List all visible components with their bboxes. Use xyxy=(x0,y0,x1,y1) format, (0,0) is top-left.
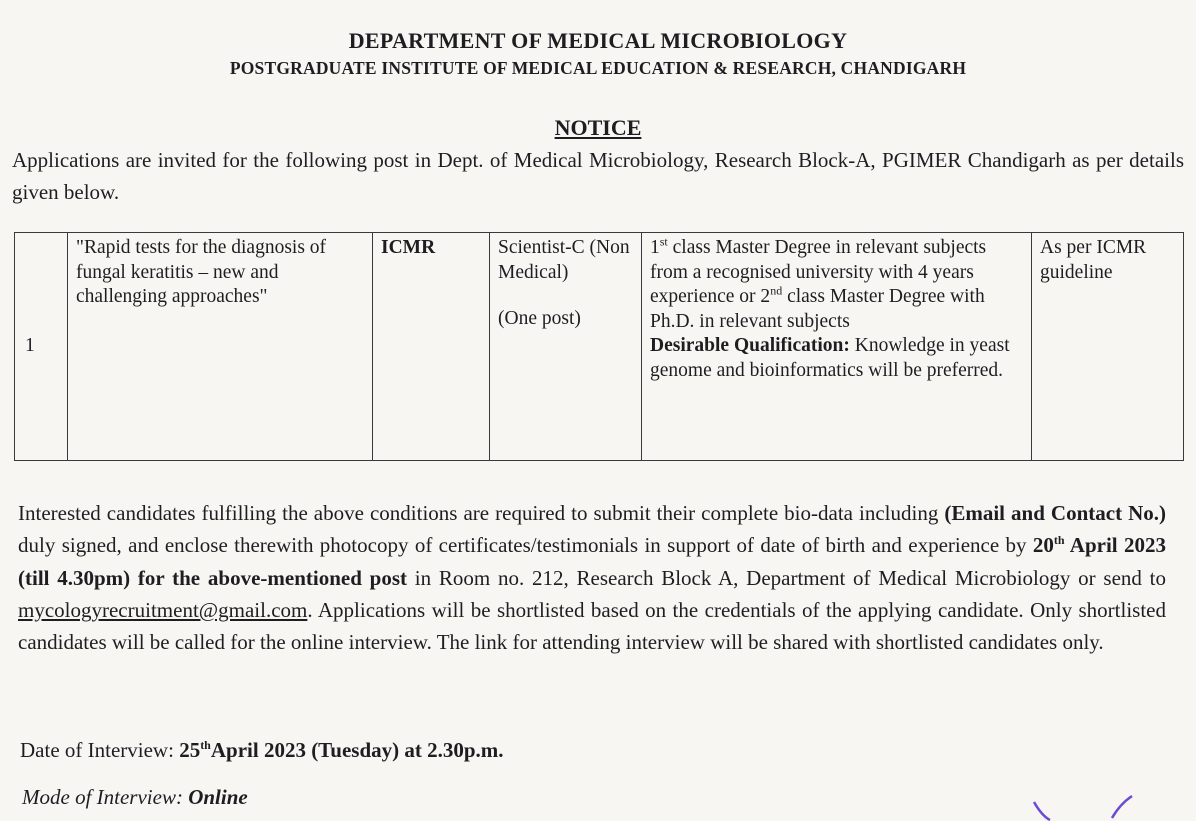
department-heading: DEPARTMENT OF MEDICAL MICROBIOLOGY xyxy=(348,28,848,53)
post-name: Scientist-C (Non Medical) xyxy=(498,237,630,283)
email-link[interactable]: mycologyrecruitment@gmail.com xyxy=(18,597,308,622)
interview-mode-label: Mode of Interview: xyxy=(22,785,189,809)
interview-date-label: Date of Interview: xyxy=(20,738,180,762)
body-bold-text: (Email and Contact No.) xyxy=(944,501,1166,525)
interview-day: 25 xyxy=(179,738,201,762)
signature-ink-mark xyxy=(1020,790,1160,821)
qualification-cell xyxy=(642,233,1032,461)
interview-mode-value: Online xyxy=(188,785,248,809)
post-details-table xyxy=(14,232,1184,461)
serial-number-cell: 1 xyxy=(15,233,68,461)
qual-text: class Master Degree with Ph.D. in relevant subjects xyxy=(650,286,985,332)
deadline-rest: April 2023 (till 4.30pm) for the above-mentioned post xyxy=(18,533,1166,590)
interview-mode xyxy=(22,785,248,810)
salary-cell: As per ICMR guideline xyxy=(1032,233,1184,461)
deadline-sup: th xyxy=(1053,533,1065,548)
desirable-text: Knowledge in yeast genome and bioinformatics will be preferred. xyxy=(650,335,1010,381)
body-text: Interested candidates fulfilling the above conditions are required to submit their complete bio-data including xyxy=(18,501,945,525)
table-row xyxy=(15,233,1184,461)
notice-title: NOTICE xyxy=(554,115,642,140)
post-count: (One post) xyxy=(498,308,581,329)
intro-paragraph: Applications are invited for the following post in Dept. of Medical Microbiology, Research Block-A, PGIMER Chandigarh as per details given below. xyxy=(12,148,1184,204)
qual-text: class Master Degree in relevant subjects from a recognised university with 4 years experience or 2 xyxy=(650,237,987,307)
body-text: duly signed, and enclose therewith photocopy of certificates/testimonials in support of date of birth and experience by xyxy=(18,533,1033,558)
interview-date xyxy=(20,738,504,763)
deadline-day: 20 xyxy=(1032,533,1054,558)
qual-sup: st xyxy=(659,234,668,249)
instructions-paragraph xyxy=(18,497,1166,658)
qual-sup: nd xyxy=(770,283,783,298)
funding-agency-cell: ICMR xyxy=(373,233,490,461)
desirable-label: Desirable Qualification: xyxy=(650,335,850,356)
interview-rest: April 2023 (Tuesday) at 2.30p.m. xyxy=(210,738,504,762)
institute-heading: POSTGRADUATE INSTITUTE OF MEDICAL EDUCATION & RESEARCH, CHANDIGARH xyxy=(229,58,967,78)
body-text: in Room no. 212, Research Block A, Department of Medical Microbiology or send to xyxy=(407,565,1166,590)
project-title-cell: "Rapid tests for the diagnosis of fungal keratitis – new and challenging approaches" xyxy=(68,233,373,461)
qual-text: 1 xyxy=(650,237,660,258)
body-text: . Applications will be shortlisted based on the credentials of the applying candidate. Only shortlisted candidates will be called for the online interview. The link for attending interview will be shared with shortlisted candidates only. xyxy=(18,597,1166,655)
interview-sup: th xyxy=(200,738,211,752)
post-name-cell xyxy=(490,233,642,461)
interview-date-value xyxy=(179,738,503,762)
